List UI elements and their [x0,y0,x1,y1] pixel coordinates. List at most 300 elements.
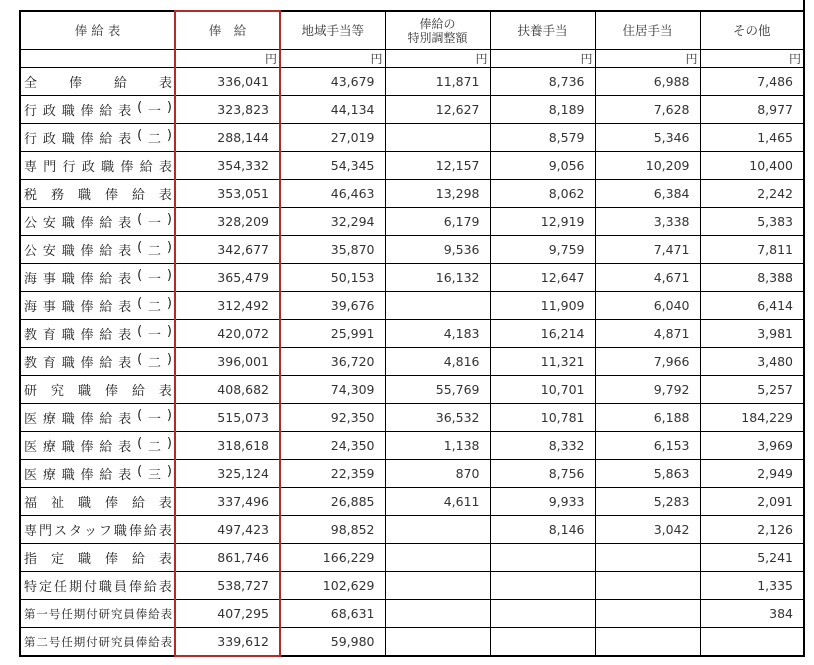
name-char: 二 [147,132,161,147]
salary-table-name [24,576,172,595]
name-char: 給 [99,440,113,455]
housing-allowance-cell [595,572,700,600]
housing-allowance-cell: 6,384 [595,180,700,208]
regional-allowance-cell: 54,345 [280,152,385,180]
name-char: 俸 [104,384,118,399]
dependents-allowance-cell: 10,701 [490,376,595,404]
special-adjustment-cell: 11,871 [385,68,490,96]
regional-allowance-cell: 46,463 [280,180,385,208]
name-char: 行 [24,104,38,119]
name-char: 療 [42,440,56,455]
name-char: 療 [42,412,56,427]
unit-cell [20,50,175,68]
name-char: 職 [101,160,115,175]
name-char: 表 [158,580,172,595]
base-salary-cell: 323,823 [175,96,280,124]
dependents-allowance-cell: 10,781 [490,404,595,432]
salary-table-name-cell [20,208,175,236]
name-char: 一 [36,606,48,621]
name-char: 俸 [80,216,94,231]
name-char: 職 [61,216,75,231]
salary-table-name [24,240,172,259]
table-row [20,320,804,348]
name-char: 医 [24,440,38,455]
salary-table-name [24,352,172,371]
name-char: 一 [147,216,161,231]
name-char: ッ [83,524,97,539]
name-char: 俸 [80,272,94,287]
table-row [20,292,804,320]
name-char: 俸 [80,412,94,427]
name-char: 付 [83,580,97,595]
other-cell: 2,091 [700,488,804,516]
base-salary-cell: 328,209 [175,208,280,236]
salary-table-name-cell [20,460,175,488]
name-char: 行 [62,160,76,175]
other-cell: 8,977 [700,96,804,124]
housing-allowance-cell: 10,209 [595,152,700,180]
dependents-allowance-cell: 9,759 [490,236,595,264]
regional-allowance-cell: 68,631 [280,600,385,628]
salary-table-name [24,520,172,539]
table-row [20,124,804,152]
name-char: 給 [139,160,153,175]
housing-allowance-cell: 4,671 [595,264,700,292]
unit-cell: 円 [175,50,280,68]
other-cell: 2,242 [700,180,804,208]
table-row [20,516,804,544]
name-char: 表 [118,468,132,483]
base-salary-cell: 538,727 [175,572,280,600]
name-char: 一 [147,104,161,119]
dependents-allowance-cell: 9,933 [490,488,595,516]
name-char: 税 [24,188,38,203]
other-cell: 3,981 [700,320,804,348]
name-char: 門 [38,524,52,539]
salary-table-name-cell [20,348,175,376]
salary-table-name [24,634,172,650]
housing-allowance-cell: 6,153 [595,432,700,460]
base-salary-cell: 497,423 [175,516,280,544]
regional-allowance-cell: 102,629 [280,572,385,600]
name-char: ) [166,324,172,339]
dependents-allowance-cell: 8,332 [490,432,595,460]
header-other: その他 [700,11,804,50]
name-char: 二 [147,300,161,315]
name-char: 職 [61,104,75,119]
header-special-adjustment [385,11,490,50]
salary-table-name [24,296,172,315]
name-char: 特 [24,580,38,595]
housing-allowance-cell: 5,283 [595,488,700,516]
base-salary-cell: 342,677 [175,236,280,264]
other-cell: 1,465 [700,124,804,152]
special-adjustment-cell [385,572,490,600]
table-row [20,236,804,264]
housing-allowance-cell: 5,346 [595,124,700,152]
name-char: 職 [61,244,75,259]
table-row [20,180,804,208]
salary-table-name [24,128,172,147]
special-adjustment-cell: 4,183 [385,320,490,348]
base-salary-cell: 312,492 [175,292,280,320]
table-row [20,348,804,376]
unit-cell: 円 [595,50,700,68]
name-char: 表 [118,244,132,259]
special-adjustment-cell: 6,179 [385,208,490,236]
dependents-allowance-cell: 8,189 [490,96,595,124]
name-char: ( [137,240,143,255]
regional-allowance-cell: 27,019 [280,124,385,152]
name-char: 給 [131,384,145,399]
salary-table-name [24,268,172,287]
salary-table-name-cell [20,68,175,96]
salary-table-name [24,324,172,343]
name-char: 職 [61,300,75,315]
salary-allowance-table [19,10,805,657]
name-char: 表 [118,440,132,455]
name-char: 公 [24,244,38,259]
name-char: 表 [158,524,172,539]
name-char: 給 [99,356,113,371]
table-row [20,432,804,460]
regional-allowance-cell: 43,679 [280,68,385,96]
name-char: 全 [24,76,38,91]
name-char: 究 [50,384,64,399]
name-char: 給 [131,188,145,203]
name-char: 政 [42,104,56,119]
name-char: ) [166,436,172,451]
name-char: 事 [42,300,56,315]
name-char: 専 [24,524,38,539]
header-regional-allowance: 地域手当等 [280,11,385,50]
housing-allowance-cell: 3,042 [595,516,700,544]
name-char: 職 [61,440,75,455]
name-char: 定 [38,580,52,595]
other-cell: 5,241 [700,544,804,572]
name-char: 表 [160,606,172,621]
regional-allowance-cell: 92,350 [280,404,385,432]
name-char: 任 [53,580,67,595]
name-char: ( [137,436,143,451]
name-char: 公 [24,216,38,231]
dependents-allowance-cell: 11,909 [490,292,595,320]
other-cell: 5,257 [700,376,804,404]
name-char: ) [166,408,172,423]
name-char: 表 [158,552,172,567]
name-char: 表 [118,272,132,287]
special-adjustment-cell: 4,611 [385,488,490,516]
table-row [20,600,804,628]
regional-allowance-cell: 59,980 [280,628,385,657]
base-salary-cell: 288,144 [175,124,280,152]
name-char: 給 [99,300,113,315]
header-base-salary: 俸 給 [175,11,280,50]
regional-allowance-cell: 25,991 [280,320,385,348]
housing-allowance-cell [595,600,700,628]
name-char: 俸 [128,580,142,595]
salary-table-name [24,380,172,399]
base-salary-cell: 408,682 [175,376,280,404]
name-char: ) [166,268,172,283]
dependents-allowance-cell: 16,214 [490,320,595,348]
name-char: 俸 [104,552,118,567]
name-char: 行 [24,132,38,147]
salary-table-name-cell [20,404,175,432]
name-char: 表 [118,356,132,371]
name-char: 俸 [104,496,118,511]
other-cell: 184,229 [700,404,804,432]
name-char: 一 [147,412,161,427]
name-char: ( [137,100,143,115]
name-char: 給 [143,524,157,539]
table-row [20,628,804,657]
name-char: 任 [61,634,73,649]
name-char: 研 [24,384,38,399]
header-special-adjustment-line1: 俸給の [419,16,456,31]
dependents-allowance-cell: 12,647 [490,264,595,292]
dependents-allowance-cell: 8,736 [490,68,595,96]
dependents-allowance-cell: 8,579 [490,124,595,152]
regional-allowance-cell: 35,870 [280,236,385,264]
salary-table-name [24,548,172,567]
name-char: 専 [24,160,38,175]
name-char: 研 [98,606,110,621]
name-char: 政 [42,132,56,147]
salary-table-name-cell [20,516,175,544]
salary-table-name-cell [20,376,175,404]
name-char: 俸 [128,524,142,539]
table-row [20,152,804,180]
salary-table-name [24,100,172,119]
name-char: 俸 [135,606,147,621]
name-char: 二 [147,244,161,259]
name-char: 給 [99,328,113,343]
name-char: 表 [158,384,172,399]
name-char: 表 [158,160,172,175]
header-row [20,11,804,50]
name-char: 表 [118,132,132,147]
table-row [20,460,804,488]
base-salary-cell: 325,124 [175,460,280,488]
dependents-allowance-cell: 11,321 [490,348,595,376]
name-char: 任 [61,606,73,621]
base-salary-cell: 515,073 [175,404,280,432]
table-row [20,404,804,432]
table-row [20,208,804,236]
name-char: 職 [61,328,75,343]
name-char: 究 [110,606,123,621]
housing-allowance-cell: 4,871 [595,320,700,348]
name-char: 福 [24,496,38,511]
name-char: 俸 [80,104,94,119]
dependents-allowance-cell [490,628,595,657]
name-char: 指 [24,552,38,567]
name-char: ) [166,128,172,143]
housing-allowance-cell: 6,988 [595,68,700,96]
name-char: ) [166,100,172,115]
special-adjustment-cell: 16,132 [385,264,490,292]
name-char: 員 [123,606,135,621]
housing-allowance-cell: 5,863 [595,460,700,488]
name-char: 育 [42,356,56,371]
housing-allowance-cell: 3,338 [595,208,700,236]
name-char: 給 [99,132,113,147]
salary-table-name-cell [20,628,175,657]
name-char: ) [166,212,172,227]
base-salary-cell: 407,295 [175,600,280,628]
table-row [20,68,804,96]
name-char: 俸 [80,328,94,343]
base-salary-cell: 861,746 [175,544,280,572]
salary-table-name-cell [20,432,175,460]
dependents-allowance-cell [490,600,595,628]
table-row [20,572,804,600]
housing-allowance-cell: 7,966 [595,348,700,376]
regional-allowance-cell: 36,720 [280,348,385,376]
salary-table-name [24,408,172,427]
other-cell: 7,486 [700,68,804,96]
name-char: 付 [86,606,98,621]
table-row [20,376,804,404]
other-cell: 2,949 [700,460,804,488]
name-char: 安 [42,216,56,231]
name-char: 給 [131,552,145,567]
housing-allowance-cell: 7,628 [595,96,700,124]
name-char: 表 [118,104,132,119]
salary-table-name [24,156,172,175]
other-cell: 8,388 [700,264,804,292]
name-char: ( [137,212,143,227]
name-char: 給 [131,496,145,511]
base-salary-cell: 339,612 [175,628,280,657]
name-char: 職 [61,412,75,427]
name-char: 期 [68,580,82,595]
salary-table-name [24,212,172,231]
name-char: 期 [73,606,85,621]
name-char: 給 [113,76,127,91]
other-cell: 10,400 [700,152,804,180]
name-char: 俸 [135,634,147,649]
dependents-allowance-cell: 8,062 [490,180,595,208]
salary-table-name [24,464,172,483]
salary-table-name-cell [20,96,175,124]
salary-table-name [24,184,172,203]
name-char: 表 [158,188,172,203]
name-char: ) [166,240,172,255]
salary-table-name-cell [20,600,175,628]
special-adjustment-cell: 36,532 [385,404,490,432]
table-row [20,264,804,292]
regional-allowance-cell: 166,229 [280,544,385,572]
name-char: 職 [61,468,75,483]
name-char: 期 [73,634,85,649]
salary-table-name-cell [20,544,175,572]
dependents-allowance-cell [490,572,595,600]
name-char: 付 [86,634,98,649]
name-char: 職 [77,496,91,511]
other-cell: 384 [700,600,804,628]
name-char: 給 [99,244,113,259]
name-char: 表 [118,328,132,343]
name-char: ( [137,464,143,479]
name-char: 給 [148,606,160,621]
name-char: 俸 [80,356,94,371]
name-char: タ [68,524,82,539]
base-salary-cell: 353,051 [175,180,280,208]
dependents-allowance-cell [490,544,595,572]
salary-table-name-cell [20,488,175,516]
base-salary-cell: 365,479 [175,264,280,292]
name-char: 医 [24,468,38,483]
special-adjustment-cell: 13,298 [385,180,490,208]
name-char: 給 [99,216,113,231]
salary-table-name-cell [20,320,175,348]
header-salary-table: 俸 給 表 [20,11,175,50]
header-dependents-allowance: 扶養手当 [490,11,595,50]
salary-table-name [24,492,172,511]
name-char: 教 [24,328,38,343]
special-adjustment-cell: 1,138 [385,432,490,460]
name-char: 表 [158,496,172,511]
name-char: ( [137,408,143,423]
name-char: 安 [42,244,56,259]
unit-cell: 円 [280,50,385,68]
name-char: 俸 [104,188,118,203]
unit-cell: 円 [385,50,490,68]
base-salary-cell: 336,041 [175,68,280,96]
unit-cell: 円 [700,50,804,68]
table-row [20,96,804,124]
regional-allowance-cell: 22,359 [280,460,385,488]
name-char: 給 [148,634,160,649]
base-salary-cell: 318,618 [175,432,280,460]
name-char: 定 [50,552,64,567]
other-cell: 5,383 [700,208,804,236]
name-char: 二 [147,356,161,371]
other-cell: 7,811 [700,236,804,264]
name-char: 職 [77,552,91,567]
name-char: ) [166,352,172,367]
name-char: 第 [24,606,36,621]
housing-allowance-cell: 6,040 [595,292,700,320]
special-adjustment-cell [385,124,490,152]
special-adjustment-cell: 12,627 [385,96,490,124]
name-char: 海 [24,272,38,287]
base-salary-cell: 420,072 [175,320,280,348]
name-char: 政 [81,160,95,175]
regional-allowance-cell: 39,676 [280,292,385,320]
regional-allowance-cell: 74,309 [280,376,385,404]
name-char: 表 [118,300,132,315]
name-char: 務 [50,188,64,203]
name-char: ) [166,296,172,311]
name-char: 員 [113,580,127,595]
name-char: 表 [118,216,132,231]
name-char: 一 [147,328,161,343]
regional-allowance-cell: 50,153 [280,264,385,292]
table-row [20,488,804,516]
name-char: 給 [99,272,113,287]
housing-allowance-cell: 6,188 [595,404,700,432]
salary-table-name-cell [20,152,175,180]
name-char: 第 [24,634,36,649]
name-char: 俸 [68,76,82,91]
base-salary-cell: 354,332 [175,152,280,180]
name-char: 俸 [80,468,94,483]
name-char: 一 [147,272,161,287]
table-row [20,544,804,572]
